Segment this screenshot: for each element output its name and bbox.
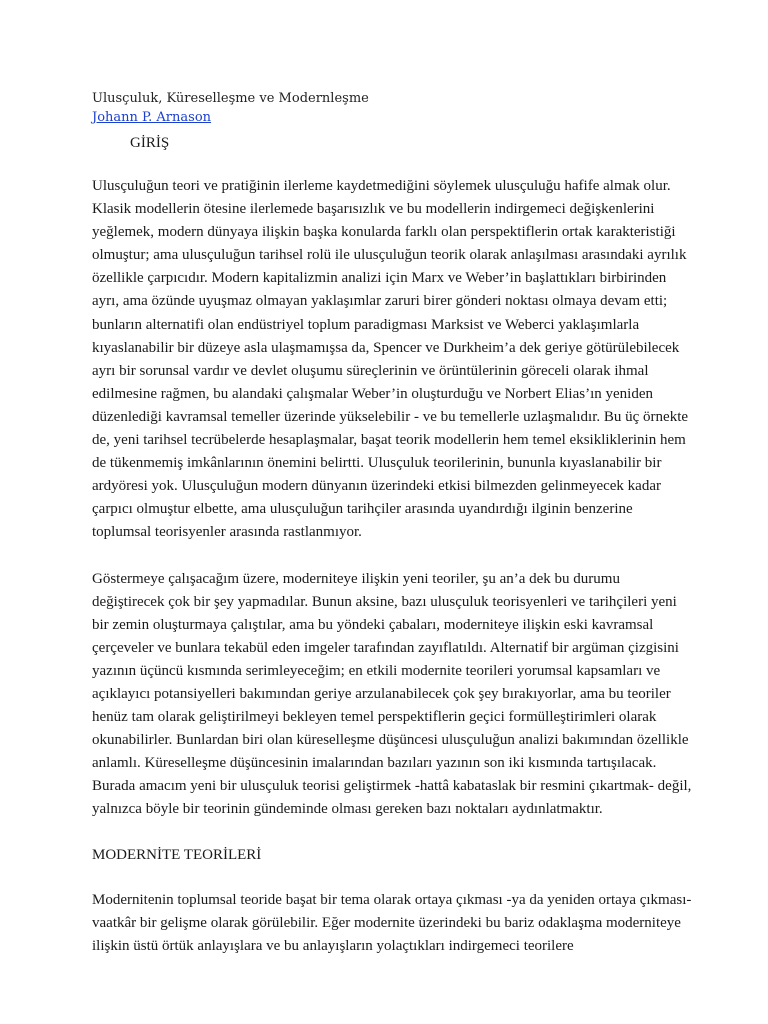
- paragraph-3: Modernitenin toplumsal teoride başat bir tema olarak ortaya çıkması -ya da yeniden ortaya çıkması- vaatkâr bir gelişme olarak görülebilir. Eğer modernite üzerindeki bu bariz odaklaşma moderniteye ilişkin üstü örtük anlayışlara ve bu anlayışların yolaçtıkları indirgemeci teorilere: [92, 891, 692, 954]
- document-title: Ulusçuluk, Küreselleşme ve Modernleşme: [92, 91, 369, 106]
- paragraph-2: Göstermeye çalışacağım üzere, moderniteye ilişkin yeni teoriler, şu an’a dek bu durumu değiştirecek çok bir şey yapmadılar. Bunun aksine, bazı ulusçuluk teorisyenleri ve tarihçileri yeni bir zemin oluşturmaya çalıştılar, ama bu yöndeki çabaları, moderniteye ilişkin eski kavramsal çerçeveler ve bunlara tekabül eden imgeler tarafından zayıflatıldı. Alternatif bir argüman çizgisini yazının üçüncü kısmında serimleyeceğim; en etkili modernite teorileri yorumsal kapsamları ve açıklayıcı potansiyelleri bakımından geriye arzulanabilecek çok şey bırakıyorlar, ama bu teoriler henüz tam olarak geliştirilmeyi bekleyen temel perspektiflerin geçici formülleştirimleri olarak okunabilirler. Bunlardan biri olan küreselleşme düşüncesi ulusçuluğun analizi bakımından özellikle anlamlı. Küreselleşme düşüncesinin imalarından bazıları yazının son iki kısmında tartışılacak. Burada amacım yeni bir ulusçuluk teorisi geliştirmek -hattâ kabataslak bir resmini çıkartmak- değil, yalnızca böyle bir teorinin gündeminde olması gereken bazı noktaları aydınlatmaktır.: [92, 570, 692, 818]
- author-link[interactable]: Johann P. Arnason: [92, 110, 212, 125]
- modernity-heading: MODERNİTE TEORİLERİ: [92, 846, 262, 863]
- intro-heading: GİRİŞ: [130, 135, 170, 151]
- paragraph-1: Ulusçuluğun teori ve pratiğinin ilerleme kaydetmediğini söylemek ulusçuluğu hafife almak olur. Klasik modellerin ötesine ilerlemede başarısızlık ve bu modellerin indirgemeci değişkenlerini yeğlemek, modern dünyaya ilişkin başka konularda farklı olan perspektiflerin ortak karakteristiği olmuştur; ama ulusçuluğun tarihsel rolü ile ulusçuluğun teorik olarak anlaşılması arasındaki ayrılık özellikle çarpıcıdır. Modern kapitalizmin analizi için Marx ve Weber’in başlattıkları birbirinden ayrı, ama özünde uyuşmaz olmayan yaklaşımlar zaruri birer gönderi noktası olmaya devam etti; bunların alternatifi olan endüstriyel toplum paradigması Marksist ve Weberci yaklaşımlarla kıyaslanabilir bir düzeye asla ulaşmamışsa da, Spencer ve Durkheim’a dek geriye götürülebilecek ayrı bir sorunsal vardır ve devlet oluşumu süreçlerinin ve örüntülerinin göreceli olarak ihmal edilmesine rağmen, bu alandaki çalışmalar Weber’in oluşturduğu ve Norbert Elias’ın yeniden düzenlediği kavramsal temeller üzerinde yükselebilir - ve bu temellerle uzlaşmalıdır. Bu üç örnekte de, yeni tarihsel tecrübelerde hesaplaşmalar, başat teorik modellerin hem temel eksikliklerinin hem de tükenmemiş imkânlarının önemini belirtti. Ulusçuluk teorilerinin, bununla kıyaslanabilir bir ardyöresi yok. Ulusçuluğun modern dünyanın üzerindeki etkisi bilmezden gelinmeyecek kadar çarpıcı olmuştur elbette, ama ulusçuluğun tarihçiler arasında uyandırdığı ilginin benzerine toplumsal teorisyenler arasında rastlanmıyor.: [92, 178, 689, 541]
- document-page: [92, 90, 692, 958]
